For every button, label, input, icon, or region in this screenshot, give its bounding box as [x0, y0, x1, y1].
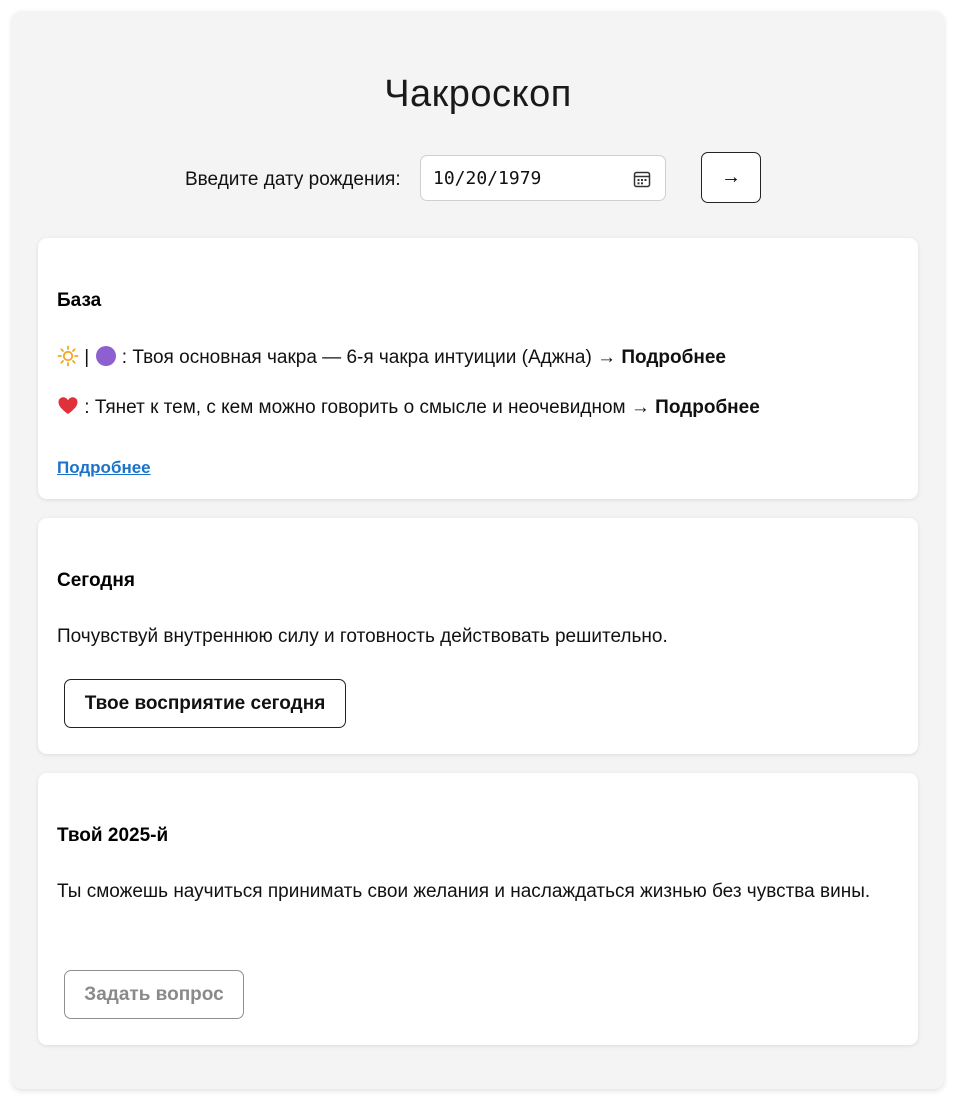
- base-relations-text: : Тянет к тем, с кем можно говорить о смысле и неочевидном →: [84, 397, 656, 418]
- birthdate-input[interactable]: [420, 155, 666, 201]
- separator: |: [84, 347, 90, 368]
- year-card: [38, 773, 918, 1045]
- base-card-title: База: [57, 290, 102, 311]
- page-title: Чакроскоп: [384, 73, 572, 115]
- today-perception-button[interactable]: Твое восприятие сегодня: [64, 679, 346, 728]
- sun-icon: [57, 345, 79, 367]
- base-chakra-text: : Твоя основная чакра — 6-я чакра интуиции (Аджна) →: [121, 347, 622, 368]
- year-card-title: Твой 2025-й: [57, 825, 169, 846]
- base-card: [38, 238, 918, 499]
- base-more-link[interactable]: Подробнее: [57, 458, 151, 477]
- base-chakra-line: [57, 343, 888, 372]
- birthdate-label: Введите дату рождения:: [185, 169, 401, 190]
- submit-arrow-button[interactable]: →: [701, 152, 761, 203]
- purple-circle-icon: [95, 345, 117, 367]
- year-text: Ты сможешь научиться принимать свои желания и наслаждаться жизнью без чувства вины.: [57, 881, 871, 902]
- today-card: [38, 518, 918, 754]
- birthdate-value: 10/20/1979: [433, 168, 542, 189]
- base-chakra-more[interactable]: Подробнее: [621, 347, 726, 368]
- today-text: Почувствуй внутреннюю силу и готовность действовать решительно.: [57, 626, 668, 647]
- birthdate-form: [12, 152, 944, 206]
- today-card-title: Сегодня: [57, 570, 135, 591]
- ask-question-button[interactable]: Задать вопрос: [64, 970, 244, 1019]
- calendar-icon[interactable]: [632, 169, 652, 189]
- app-container: [12, 11, 944, 1089]
- red-heart-icon: [57, 395, 79, 417]
- base-relations-line: [57, 393, 888, 422]
- base-relations-more[interactable]: Подробнее: [655, 397, 760, 418]
